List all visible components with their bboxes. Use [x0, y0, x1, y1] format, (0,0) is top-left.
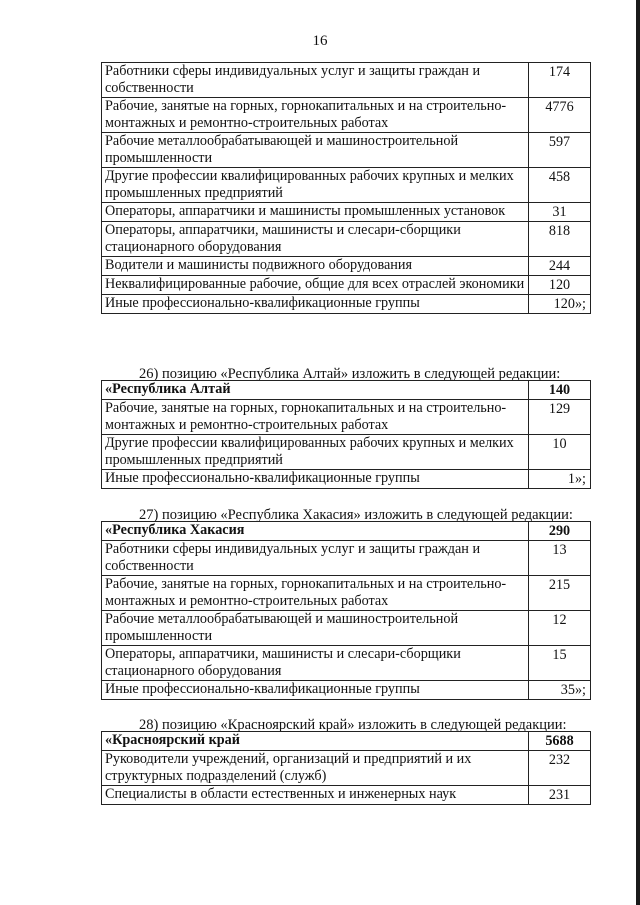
table-row	[102, 203, 591, 222]
row-name: Операторы, аппаратчики, машинисты и слесари-сборщики стационарного оборудования	[102, 646, 529, 681]
table-row	[102, 611, 591, 646]
table-row	[102, 681, 591, 700]
table-section-27	[101, 521, 591, 700]
row-name: Операторы, аппаратчики и машинисты промышленных установок	[102, 203, 529, 222]
row-value: 12	[529, 611, 591, 646]
row-name: Работники сферы индивидуальных услуг и защиты граждан и собственности	[102, 63, 529, 98]
table-row	[102, 435, 591, 470]
table-row	[102, 400, 591, 435]
row-value: 215	[529, 576, 591, 611]
table-row	[102, 541, 591, 576]
table-row	[102, 63, 591, 98]
region-name: «Республика Хакасия	[102, 522, 529, 541]
row-value: 35»;	[529, 681, 591, 700]
row-value: 232	[529, 751, 591, 786]
region-name: «Республика Алтай	[102, 381, 529, 400]
row-value: 818	[529, 222, 591, 257]
section-27-intro: 27) позицию «Республика Хакасия» изложить в следующей редакции:	[139, 507, 573, 523]
table-row	[102, 576, 591, 611]
section-28-intro: 28) позицию «Красноярский край» изложить в следующей редакции:	[139, 717, 567, 733]
row-value: 1»;	[529, 470, 591, 489]
row-name: Руководители учреждений, организаций и предприятий и их структурных подразделений (служб)	[102, 751, 529, 786]
region-total: 140	[529, 381, 591, 400]
table-header-row	[102, 732, 591, 751]
table-row	[102, 646, 591, 681]
row-name: Неквалифицированные рабочие, общие для всех отраслей экономики	[102, 276, 529, 295]
table-header-row	[102, 522, 591, 541]
table-section-26	[101, 380, 591, 489]
row-value: 10	[529, 435, 591, 470]
row-value: 31	[529, 203, 591, 222]
row-value: 458	[529, 168, 591, 203]
row-name: Рабочие, занятые на горных, горнокапитальных и на строительно-монтажных и ремонтно-строительных работах	[102, 576, 529, 611]
row-name: Рабочие металлообрабатывающей и машиностроительной промышленности	[102, 611, 529, 646]
table-row	[102, 276, 591, 295]
row-name: Рабочие, занятые на горных, горнокапитальных и на строительно-монтажных и ремонтно-строительных работах	[102, 98, 529, 133]
table-row	[102, 133, 591, 168]
table-row	[102, 257, 591, 276]
row-name: Другие профессии квалифицированных рабочих крупных и мелких промышленных предприятий	[102, 168, 529, 203]
table-row	[102, 786, 591, 805]
table-header-row	[102, 381, 591, 400]
table-row	[102, 98, 591, 133]
row-value: 231	[529, 786, 591, 805]
row-name: Рабочие металлообрабатывающей и машиностроительной промышленности	[102, 133, 529, 168]
table-row	[102, 295, 591, 314]
row-name: Рабочие, занятые на горных, горнокапитальных и на строительно-монтажных и ремонтно-строительных работах	[102, 400, 529, 435]
region-total: 5688	[529, 732, 591, 751]
table-row	[102, 470, 591, 489]
row-value: 244	[529, 257, 591, 276]
row-value: 15	[529, 646, 591, 681]
row-name: Иные профессионально-квалификационные группы	[102, 470, 529, 489]
row-name: Работники сферы индивидуальных услуг и защиты граждан и собственности	[102, 541, 529, 576]
region-total: 290	[529, 522, 591, 541]
row-name: Операторы, аппаратчики, машинисты и слесари-сборщики стационарного оборудования	[102, 222, 529, 257]
row-name: Иные профессионально-квалификационные группы	[102, 681, 529, 700]
row-name: Специалисты в области естественных и инженерных наук	[102, 786, 529, 805]
row-name: Другие профессии квалифицированных рабочих крупных и мелких промышленных предприятий	[102, 435, 529, 470]
page-number: 16	[312, 33, 328, 49]
region-name: «Красноярский край	[102, 732, 529, 751]
section-26-intro: 26) позицию «Республика Алтай» изложить в следующей редакции:	[139, 366, 561, 382]
row-value: 13	[529, 541, 591, 576]
scan-edge	[636, 0, 640, 905]
table-continued	[101, 62, 591, 314]
row-value: 120	[529, 276, 591, 295]
row-value: 597	[529, 133, 591, 168]
table-row	[102, 751, 591, 786]
row-value: 120»;	[529, 295, 591, 314]
row-value: 129	[529, 400, 591, 435]
row-value: 174	[529, 63, 591, 98]
row-name: Иные профессионально-квалификационные группы	[102, 295, 529, 314]
table-row	[102, 168, 591, 203]
row-name: Водители и машинисты подвижного оборудования	[102, 257, 529, 276]
row-value: 4776	[529, 98, 591, 133]
table-section-28	[101, 731, 591, 805]
table-row	[102, 222, 591, 257]
